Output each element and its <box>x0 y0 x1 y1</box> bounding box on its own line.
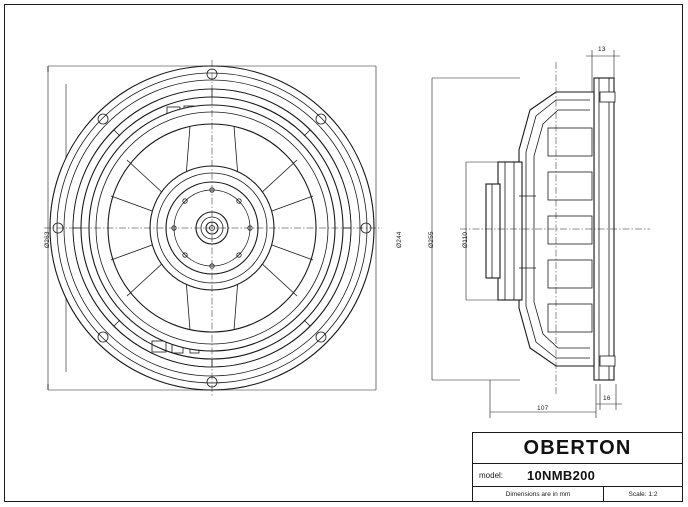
dim-rear-detail: 16 <box>603 395 611 402</box>
dim-flange-thickness: 13 <box>598 46 606 53</box>
front-view <box>44 60 382 396</box>
scale-note: Scale: 1:2 <box>628 491 658 498</box>
title-block <box>472 432 683 502</box>
notes-row <box>473 487 682 502</box>
dim-bolt-circle-diameter: Ø244 <box>396 231 403 248</box>
units-note: Dimensions are in mm <box>473 487 604 502</box>
brand-name: OBERTON <box>523 436 632 459</box>
dim-outer-diameter: Ø263 <box>44 231 51 248</box>
dim-overall-depth: 107 <box>537 405 549 412</box>
model-value: 10NMB200 <box>527 467 596 483</box>
model-label: model: <box>479 470 504 480</box>
brand-row <box>473 433 682 464</box>
dim-side-outer-diameter: Ø255 <box>428 231 435 248</box>
dim-magnet-diameter: Ø110 <box>462 231 469 248</box>
model-row <box>473 464 682 487</box>
